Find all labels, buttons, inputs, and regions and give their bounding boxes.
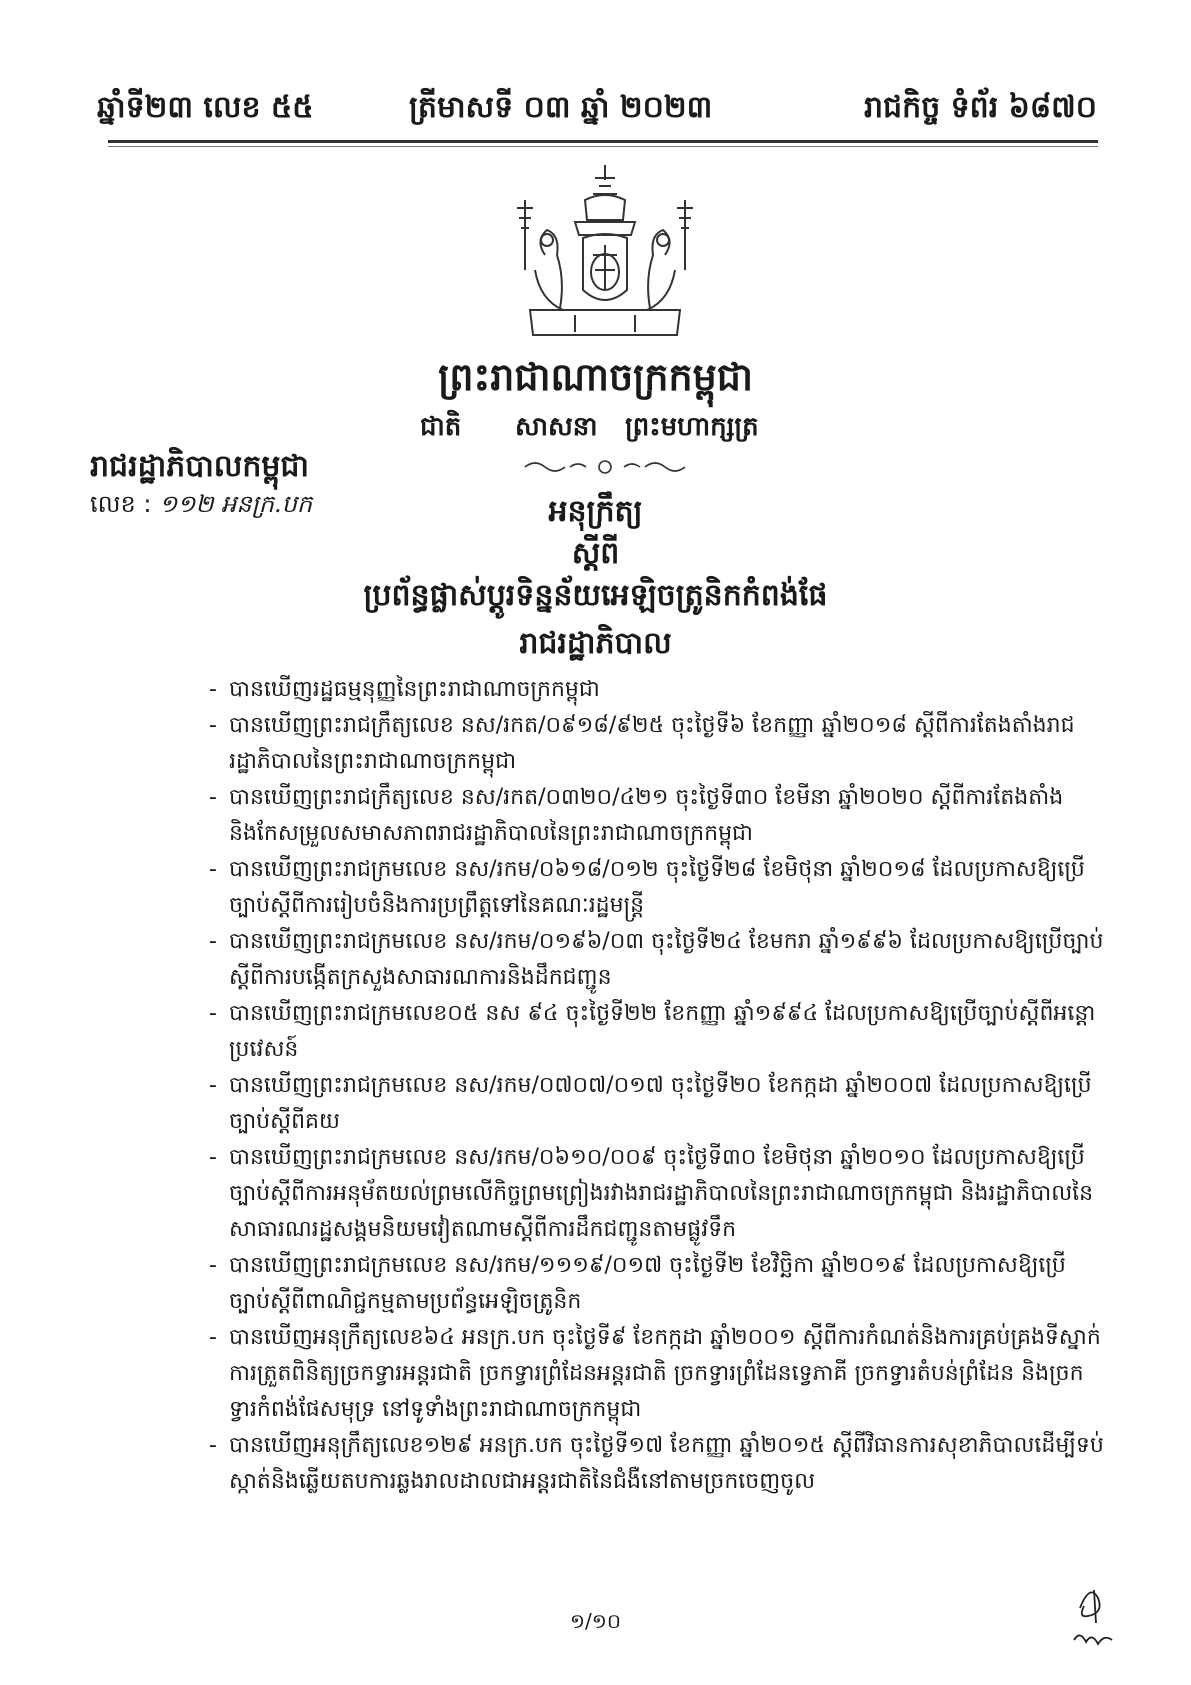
document-title: ប្រព័ន្ធផ្លាស់ប្តូរទិន្នន័យអេឡិចត្រូនិកកំពង់ផែ [363,578,828,613]
gazette-page: រាជកិច្ច ទំព័រ ៦៨៧០ [864,90,1097,125]
preamble-item: - បានឃើញព្រះរាជក្រមលេខ នស/រកម/១១១៩/០១៧ ចុះថ្ងៃទី២ ខែវិច្ឆិកា ឆ្នាំ២០១៩ ដែលប្រកាសឱ្យប្រើច្បាប់ស្តីពីពាណិជ្ជកម្មតាមប្រព័ន្ធអេឡិចត្រូនិក [205,1248,1105,1320]
gazette-year-issue: ឆ្នាំទី២៣ លេខ ៥៥ [97,90,314,125]
header-divider [108,140,1098,143]
motto-nation: ជាតិ [420,412,462,442]
preamble-item: - បានឃើញព្រះរាជក្រឹត្យលេខ នស/រកត/០៣២០/៤២១ ចុះថ្ងៃទី៣០ ខែមីនា ឆ្នាំ២០២០ ស្តីពីការតែងតាំងនិងកែសម្រួលសមាសភាពរាជរដ្ឋាភិបាលនៃព្រះរាជាណាចក្រកម្ពុជា [205,780,1105,852]
government-heading: រាជរដ្ឋាភិបាល [519,626,672,661]
preamble-item: - បានឃើញព្រះរាជក្រឹត្យលេខ នស/រកត/០៩១៨/៩២៥ ចុះថ្ងៃទី៦ ខែកញ្ញា ឆ្នាំ២០១៨ ស្តីពីការតែងតាំងរាជរដ្ឋាភិបាលនៃព្រះរាជាណាចក្រកម្ពុជា [205,708,1105,780]
motto-religion: សាសនា [515,412,598,442]
kingdom-title: ព្រះរាជាណាចក្រកម្ពុជា [438,355,753,399]
preamble-item: - បានឃើញអនុក្រឹត្យលេខ៦៤ អនក្រ.បក ចុះថ្ងៃទី៩ ខែកក្កដា ឆ្នាំ២០០១ ស្តីពីការកំណត់និងការគ្រប់គ្រងទីស្នាក់ការត្រួតពិនិត្យច្រកទ្វារអន្តរជាតិ ច្រកទ្វារព្រំដែនអន្តរជាតិ ច្រកទ្វារព្រំដែនទ្វេភាគី ច្រកទ្វារតំបន់ព្រំដែន និងច្រកទ្វារកំពង់ផែសមុទ្រ នៅទូទាំងព្រះរាជាណាចក្រកម្ពុជា [205,1320,1105,1428]
preamble-item: - បានឃើញព្រះរាជក្រមលេខ នស/រកម/០៧០៧/០១៧ ចុះថ្ងៃទី២០ ខែកក្កដា ឆ្នាំ២០០៧ ដែលប្រកាសឱ្យប្រើច្បាប់ស្តីពីគយ [205,1068,1105,1140]
page-number: ១/១០ [569,1609,622,1633]
national-motto [420,410,840,450]
motto-king: ព្រះមហាក្សត្រ [625,412,759,442]
preamble-list [205,672,1105,1500]
preamble-item: - បានឃើញព្រះរាជក្រមលេខ នស/រកម/០៦១០/០០៩ ចុះថ្ងៃទី៣០ ខែមិថុនា ឆ្នាំ២០១០ ដែលប្រកាសឱ្យប្រើច្បាប់ស្តីពីការអនុម័តយល់ព្រមលើកិច្ចព្រមព្រៀងរវាងរាជរដ្ឋាភិបាលនៃព្រះរាជាណាចក្រកម្ពុជា និងរដ្ឋាភិបាលនៃសាធារណរដ្ឋសង្គមនិយមវៀតណាមស្តីពីការដឹកជញ្ជូនតាមផ្លូវទឹក [205,1140,1105,1248]
document-number-value: ១១២ អនក្រ.បក [159,490,313,518]
preamble-item: - បានឃើញព្រះរាជក្រមលេខ នស/រកម/០៦១៨/០១២ ចុះថ្ងៃទី២៨ ខែមិថុនា ឆ្នាំ២០១៨ ដែលប្រកាសឱ្យប្រើច្បាប់ស្តីពីការរៀបចំនិងការប្រព្រឹត្តទៅនៃគណៈរដ្ឋមន្ត្រី [205,852,1105,924]
issuing-government: រាជរដ្ឋាភិបាលកម្ពុជា [90,449,309,484]
gazette-quarter: ត្រីមាសទី ០៣ ឆ្នាំ ២០២៣ [409,90,713,125]
ornament-divider-icon [520,456,690,478]
handwritten-initials-icon [1070,1578,1120,1658]
document-number-label: លេខ : [90,490,152,518]
header-divider-thin [108,146,1098,147]
preamble-item: - បានឃើញអនុក្រឹត្យលេខ១២៩ អនក្រ.បក ចុះថ្ងៃទី១៧ ខែកញ្ញា ឆ្នាំ២០១៥ ស្តីពីវិធានការសុខាភិបាលដើម្បីទប់ស្កាត់និងឆ្លើយតបការឆ្លងរាលដាលជាអន្តរជាតិនៃជំងឺនៅតាមច្រកចេញចូល [205,1428,1105,1500]
preamble-item: - បានឃើញរដ្ឋធម្មនុញ្ញនៃព្រះរាជាណាចក្រកម្ពុជា [205,672,1105,708]
preamble-item: - បានឃើញព្រះរាជក្រមលេខ០៥ នស ៩៤ ចុះថ្ងៃទី២២ ខែកញ្ញា ឆ្នាំ១៩៩៤ ដែលប្រកាសឱ្យប្រើច្បាប់ស្តីពីអន្តោប្រវេសន៍ [205,996,1105,1068]
royal-arms-icon [505,160,705,345]
document-type: អនុក្រឹត្យ [548,494,643,529]
gazette-header [97,88,1097,136]
concerning-label: ស្តីពី [571,536,620,571]
preamble-item: - បានឃើញព្រះរាជក្រមលេខ នស/រកម/០១៩៦/០៣ ចុះថ្ងៃទី២៤ ខែមករា ឆ្នាំ១៩៩៦ ដែលប្រកាសឱ្យប្រើច្បាប់ស្តីពីការបង្កើតក្រសួងសាធារណការនិងដឹកជញ្ជូន [205,924,1105,996]
